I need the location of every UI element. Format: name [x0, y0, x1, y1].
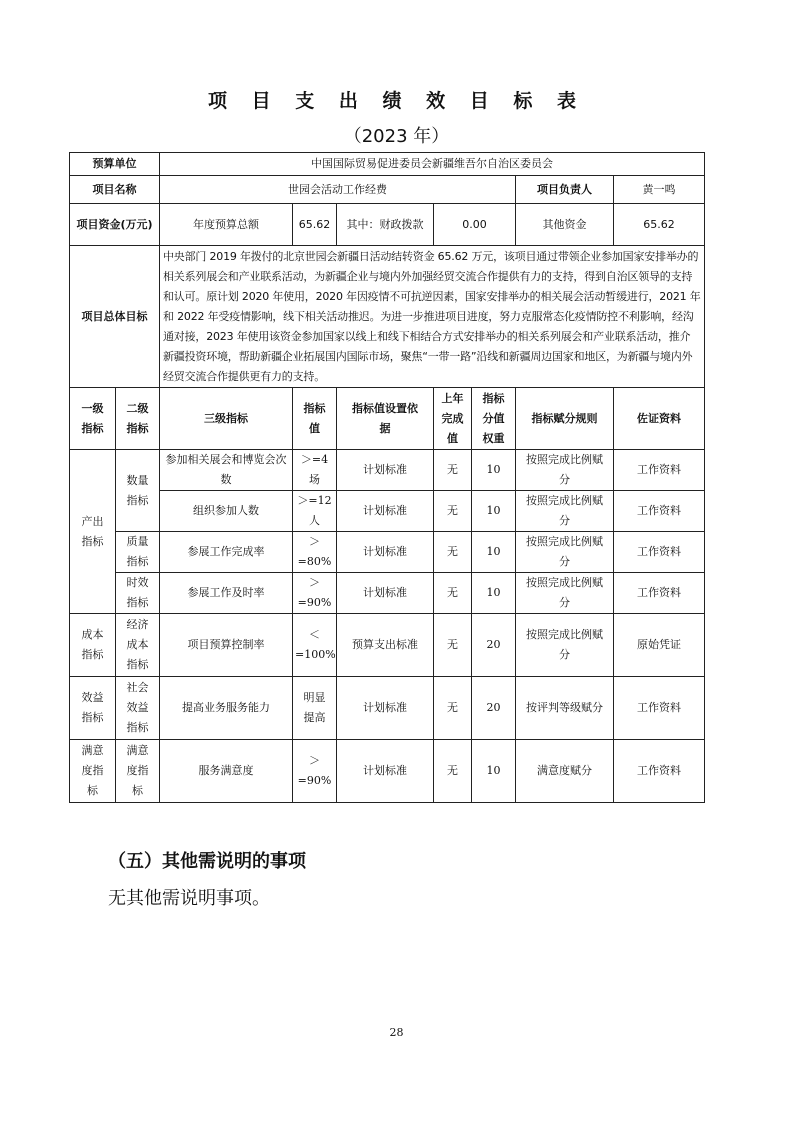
group-cost: 成本 指标	[70, 614, 116, 677]
indicator-weight: 20	[472, 677, 516, 740]
indicator-value: ＜ =100%	[293, 614, 337, 677]
indicator-value: ＞ =90%	[293, 573, 337, 614]
indicator-last-year: 无	[434, 614, 472, 677]
project-lead-value: 黄一鸣	[614, 176, 705, 204]
indicator-name: 提高业务服务能力	[160, 677, 293, 740]
indicator-evidence: 工作资料	[614, 573, 705, 614]
indicator-last-year: 无	[434, 740, 472, 803]
indicator-value: 明显 提高	[293, 677, 337, 740]
header-weight: 指标 分值 权重	[472, 388, 516, 450]
indicator-evidence: 工作资料	[614, 491, 705, 532]
table-row	[70, 491, 705, 532]
indicator-evidence: 原始凭证	[614, 614, 705, 677]
other-funds-label: 其他资金	[516, 204, 614, 246]
group-econ-cost: 经济 成本 指标	[116, 614, 160, 677]
fiscal-funds-value: 0.00	[434, 204, 516, 246]
indicator-value: ＞=4 场	[293, 450, 337, 491]
table-row	[70, 532, 705, 573]
indicator-basis: 计划标准	[337, 573, 434, 614]
table-row	[70, 614, 705, 677]
indicator-name: 参展工作完成率	[160, 532, 293, 573]
header-level3: 三级指标	[160, 388, 293, 450]
group-quantity: 数量 指标	[116, 450, 160, 532]
group-quality: 质量 指标	[116, 532, 160, 573]
indicator-weight: 10	[472, 532, 516, 573]
indicator-name: 参加相关展会和博览会次 数	[160, 450, 293, 491]
indicator-weight: 10	[472, 491, 516, 532]
performance-target-table	[69, 152, 705, 803]
header-last-year: 上年 完成 值	[434, 388, 472, 450]
indicator-last-year: 无	[434, 491, 472, 532]
fiscal-funds-label: 其中：财政拨款	[337, 204, 434, 246]
project-funds-row	[70, 204, 705, 246]
indicator-rule: 按照完成比例赋 分	[516, 450, 614, 491]
indicator-basis: 计划标准	[337, 677, 434, 740]
header-basis: 指标值设置依 据	[337, 388, 434, 450]
project-name-label: 项目名称	[70, 176, 160, 204]
indicator-basis: 计划标准	[337, 740, 434, 803]
indicator-value: ＞ =90%	[293, 740, 337, 803]
indicator-basis: 预算支出标准	[337, 614, 434, 677]
indicator-weight: 10	[472, 573, 516, 614]
project-name-value: 世园会活动工作经费	[160, 176, 516, 204]
table-row	[70, 677, 705, 740]
indicator-evidence: 工作资料	[614, 450, 705, 491]
indicator-evidence: 工作资料	[614, 740, 705, 803]
indicator-last-year: 无	[434, 677, 472, 740]
indicator-rule: 按评判等级赋分	[516, 677, 614, 740]
indicator-last-year: 无	[434, 573, 472, 614]
indicator-rule: 按照完成比例赋 分	[516, 491, 614, 532]
header-level2: 二级 指标	[116, 388, 160, 450]
project-name-row	[70, 176, 705, 204]
table-row	[70, 450, 705, 491]
indicator-name: 参展工作及时率	[160, 573, 293, 614]
group-social-benefit: 社会 效益 指标	[116, 677, 160, 740]
header-value: 指标 值	[293, 388, 337, 450]
indicator-name: 项目预算控制率	[160, 614, 293, 677]
indicator-value: ＞=12 人	[293, 491, 337, 532]
group-timeliness: 时效 指标	[116, 573, 160, 614]
page-title: 项 目 支 出 绩 效 目 标 表	[208, 90, 585, 112]
year-subtitle: （2023 年）	[343, 126, 450, 147]
indicator-last-year: 无	[434, 532, 472, 573]
table-row	[70, 573, 705, 614]
group-benefit: 效益 指标	[70, 677, 116, 740]
group-satisfaction: 满意 度指 标	[70, 740, 116, 803]
indicator-weight: 10	[472, 740, 516, 803]
project-lead-label: 项目负责人	[516, 176, 614, 204]
budget-unit-row	[70, 153, 705, 176]
indicator-weight: 10	[472, 450, 516, 491]
indicator-name: 服务满意度	[160, 740, 293, 803]
section-text: 无其他需说明事项。	[108, 888, 270, 909]
annual-budget-label: 年度预算总额	[160, 204, 293, 246]
table-row	[70, 740, 705, 803]
indicator-evidence: 工作资料	[614, 532, 705, 573]
overall-goal-label: 项目总体目标	[70, 246, 160, 388]
other-funds-value: 65.62	[614, 204, 705, 246]
indicator-name: 组织参加人数	[160, 491, 293, 532]
header-rule: 指标赋分规则	[516, 388, 614, 450]
indicator-last-year: 无	[434, 450, 472, 491]
budget-unit-label: 预算单位	[70, 153, 160, 176]
indicator-value: ＞ =80%	[293, 532, 337, 573]
indicator-basis: 计划标准	[337, 532, 434, 573]
annual-budget-value: 65.62	[293, 204, 337, 246]
indicator-rule: 满意度赋分	[516, 740, 614, 803]
page-number: 28	[389, 1026, 404, 1039]
group-output: 产出 指标	[70, 450, 116, 614]
section-heading: （五）其他需说明的事项	[108, 851, 306, 872]
overall-goal-row	[70, 246, 705, 388]
project-funds-label: 项目资金(万元)	[70, 204, 160, 246]
header-evidence: 佐证资料	[614, 388, 705, 450]
indicator-header-row	[70, 388, 705, 450]
indicator-basis: 计划标准	[337, 491, 434, 532]
indicator-basis: 计划标准	[337, 450, 434, 491]
indicator-evidence: 工作资料	[614, 677, 705, 740]
header-level1: 一级 指标	[70, 388, 116, 450]
indicator-rule: 按照完成比例赋 分	[516, 532, 614, 573]
indicator-rule: 按照完成比例赋 分	[516, 573, 614, 614]
budget-unit-value: 中国国际贸易促进委员会新疆维吾尔自治区委员会	[160, 153, 705, 176]
overall-goal-text: 中央部门 2019 年拨付的北京世园会新疆日活动结转资金 65.62 万元，该项目通过带领企业参加国家安排举办的相关系列展会和产业联系活动，为新疆企业与境内外加强经贸交流合作提供有力的支持，得到自治区领导的支持和认可。原计划 2020 年使用，2020 年因疫情不可抗逆因素，国家安排举办的相关展会活动暂缓进行，2021 年和 2022 年受疫情影响，线下相关活动推迟。为进一步推进项目进度，努力克服常态化疫情防控不利影响，经沟通对接，2023 年使用该资金参加国家以线上和线下相结合方式安排举办的相关系列展会和产业联系活动，推介新疆投资环境，帮助新疆企业拓展国内国际市场，聚焦“一带一路”沿线和新疆周边国家和地区，为新疆与境内外经贸交流合作提供更有力的支持。	[160, 246, 705, 388]
indicator-rule: 按照完成比例赋 分	[516, 614, 614, 677]
group-satisfaction-sub: 满意 度指 标	[116, 740, 160, 803]
indicator-weight: 20	[472, 614, 516, 677]
